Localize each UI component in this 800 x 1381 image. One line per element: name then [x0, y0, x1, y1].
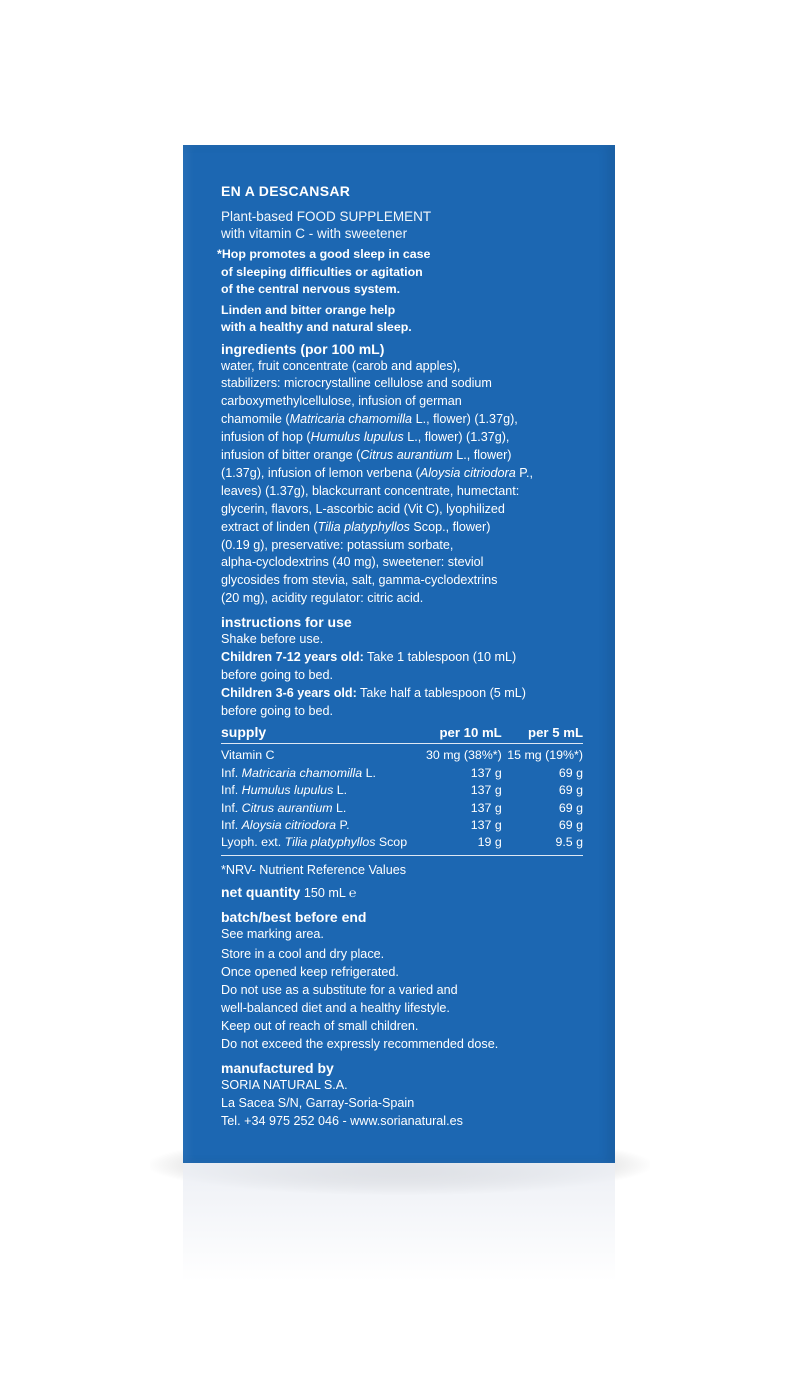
claim-line: of sleeping difficulties or agitation: [221, 264, 423, 279]
supply-cell-value: 19 g: [421, 834, 502, 855]
manufacturer-address: La Sacea S/N, Garray-Soria-Spain: [221, 1095, 415, 1110]
ingredients-heading: ingredients (por 100 mL): [221, 340, 385, 357]
instructions-text: [221, 631, 585, 721]
subtitle-line: Plant-based FOOD SUPPLEMENT: [221, 209, 432, 224]
net-quantity: [221, 883, 585, 903]
supply-cell-value: 15 mg (19%*): [507, 748, 583, 763]
product-subtitle: [221, 208, 585, 242]
storage-text: [221, 946, 585, 1053]
supply-row: [221, 782, 583, 799]
supply-cell-name: Inf. Citrus aurantium L.: [221, 800, 347, 815]
supply-row: [221, 765, 583, 782]
supply-cell-value: 137 g: [470, 765, 502, 780]
instructions-heading: instructions for use: [221, 614, 352, 631]
ingredients-line: carboxymethylcellulose, infusion of german: [221, 394, 462, 409]
supply-cell-value: 9.5 g: [502, 834, 583, 855]
instruction-line: Children 3-6 years old: Take half a tablespoon (5 mL): [221, 685, 526, 700]
ingredients-line: alpha-cyclodextrins (40 mg), sweetener: steviol: [221, 555, 484, 570]
supply-cell-name: Inf. Matricaria chamomilla L.: [221, 765, 376, 780]
supply-row: [221, 800, 583, 817]
claim-line: of the central nervous system.: [221, 282, 401, 296]
storage-line: well-balanced diet and a healthy lifestyle.: [221, 1001, 450, 1016]
supply-cell-value: 137 g: [470, 783, 502, 798]
batch-heading: batch/best before end: [221, 908, 367, 925]
batch-text: See marking area.: [221, 926, 324, 941]
supply-cell-value: 69 g: [558, 817, 583, 832]
supply-cell-value: 30 mg (38%*): [425, 748, 502, 763]
manufacturer-info: [221, 1077, 585, 1131]
supply-cell-value: 137 g: [470, 800, 502, 815]
manufacturer-contact: Tel. +34 975 252 046 - www.sorianatural.es: [221, 1113, 463, 1128]
storage-line: Do not exceed the expressly recommended dose.: [221, 1037, 499, 1051]
storage-line: Once opened keep refrigerated.: [221, 965, 399, 980]
nrv-note: *NRV- Nutrient Reference Values: [221, 862, 407, 877]
manufacturer-name: SORIA NATURAL S.A.: [221, 1077, 348, 1092]
ingredients-line: chamomile (Matricaria chamomilla L., flower) (1.37g),: [221, 412, 518, 427]
supply-header: per 5 mL: [502, 724, 583, 744]
storage-line: Keep out of reach of small children.: [221, 1019, 419, 1034]
supply-row: [221, 834, 583, 855]
ingredients-line: extract of linden (Tilia platyphyllos Scop., flower): [221, 519, 491, 534]
health-claims: [217, 246, 585, 337]
ingredients-line: glycerin, flavors, L-ascorbic acid (Vit C), lyophilized: [221, 501, 505, 516]
ingredients-line: (20 mg), acidity regulator: citric acid.: [221, 591, 424, 606]
claim-line: Linden and bitter orange help: [221, 302, 396, 317]
net-quantity-label: net quantity: [221, 883, 301, 900]
claim-line: *Hop promotes a good sleep in case: [217, 247, 431, 261]
supply-cell-value: 69 g: [558, 800, 583, 815]
supply-cell-name: Inf. Aloysia citriodora P.: [221, 817, 350, 832]
supply-row: [221, 744, 583, 765]
subtitle-line: with vitamin C - with sweetener: [221, 226, 408, 241]
supply-cell-value: 69 g: [558, 765, 583, 780]
supply-header: per 10 mL: [421, 724, 502, 744]
net-quantity-value: 150 mL ℮: [303, 885, 357, 900]
instruction-line: before going to bed.: [221, 703, 334, 718]
instruction-line: Shake before use.: [221, 632, 324, 647]
ingredients-line: leaves) (1.37g), blackcurrant concentrate, humectant:: [221, 483, 520, 498]
ingredients-line: (1.37g), infusion of lemon verbena (Aloysia citriodora P.,: [221, 465, 534, 480]
manufacturer-heading: manufactured by: [221, 1059, 334, 1076]
supply-cell-name: Vitamin C: [221, 748, 275, 763]
product-title: EN A DESCANSAR: [221, 183, 351, 199]
supply-cell-name: Inf. Humulus lupulus L.: [221, 783, 348, 798]
box-reflection: [183, 1162, 615, 1282]
supply-row: [221, 817, 583, 834]
supply-cell-value: 69 g: [558, 783, 583, 798]
ingredients-line: glycosides from stevia, salt, gamma-cyclodextrins: [221, 573, 498, 588]
supply-table: [221, 724, 583, 856]
supply-header: supply: [221, 724, 421, 744]
instruction-line: before going to bed.: [221, 668, 334, 682]
ingredients-line: infusion of hop (Humulus lupulus L., flower) (1.37g),: [221, 430, 510, 445]
label-content: [217, 182, 585, 1131]
ingredients-line: (0.19 g), preservative: potassium sorbate,: [221, 537, 454, 552]
storage-line: Store in a cool and dry place.: [221, 947, 385, 962]
supply-header-row: [221, 724, 583, 744]
ingredients-line: stabilizers: microcrystalline cellulose and sodium: [221, 376, 492, 391]
ingredients-text: [221, 358, 585, 609]
instruction-line: Children 7-12 years old: Take 1 tablespoon (10 mL): [221, 650, 517, 665]
storage-line: Do not use as a substitute for a varied and: [221, 983, 458, 998]
supply-cell-name: Lyoph. ext. Tilia platyphyllos Scop: [221, 834, 421, 855]
claim-line: with a healthy and natural sleep.: [221, 320, 412, 334]
ingredients-line: infusion of bitter orange (Citrus aurantium L., flower): [221, 448, 512, 463]
ingredients-line: water, fruit concentrate (carob and apples),: [221, 358, 461, 373]
supply-cell-value: 137 g: [470, 817, 502, 832]
